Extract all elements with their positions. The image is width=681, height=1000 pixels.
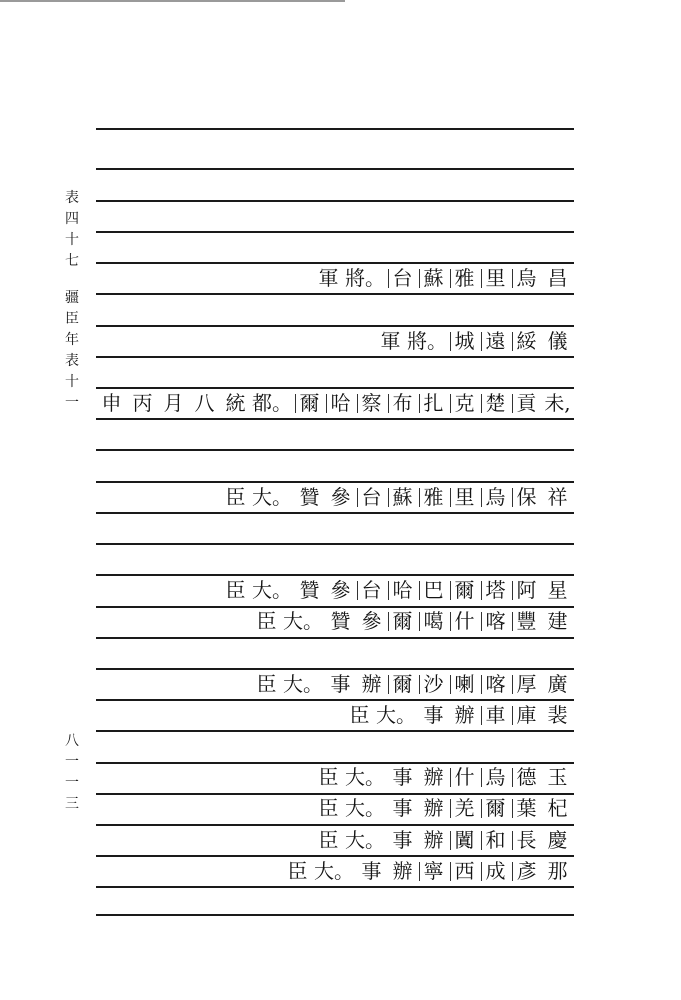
table-cell-char: 辦 [361, 672, 382, 696]
table-cell-char: 辦 [423, 765, 444, 789]
table-cell-char: 察 [356, 390, 387, 416]
table-rule [96, 886, 574, 888]
table-cell-char: 廣 [547, 672, 568, 696]
table-cell-char: 爾 [449, 577, 480, 603]
table-cell-char: 臣 [256, 609, 277, 633]
table-cell-char: 大。 [252, 578, 292, 602]
table-cell-char: 臣 [349, 703, 370, 727]
table-cell-char: 車 [480, 702, 511, 728]
table-rule [96, 231, 574, 233]
table-cell-char: 羌 [449, 795, 480, 821]
table-cell-char: 葉 [511, 795, 542, 821]
table-cell-char: 辦 [423, 796, 444, 820]
table-cell-char: 大。 [345, 765, 385, 789]
table-cell-char: 城 [449, 328, 480, 354]
table-cell-char: 楚 [480, 390, 511, 416]
table-cell-char: 建 [547, 609, 568, 633]
table-cell-char: 未, [544, 391, 571, 415]
table-cell-char: 辦 [392, 859, 413, 883]
side-header-chapter: 表 四 十 七 [65, 190, 79, 269]
table-cell-char: 軍 [380, 329, 401, 353]
table-cell-char: 臣 [225, 485, 246, 509]
table-cell-char: 臣 [318, 796, 339, 820]
table-cell-char: 綏 [511, 328, 542, 354]
table-cell-char: 噶 [418, 608, 449, 634]
table-cell-char: 台 [356, 577, 387, 603]
table-cell-char: 裴 [547, 703, 568, 727]
table-cell-char: 闐 [449, 827, 480, 853]
table-rule [96, 356, 574, 358]
table-cell-char: 長 [511, 827, 542, 853]
table-cell-char: 月 [163, 391, 184, 415]
table-cell-char: 里 [480, 265, 511, 291]
table-cell-char: 厚 [511, 671, 542, 697]
entry-row-uliastai-general [313, 263, 573, 293]
table-cell-char: 巴 [418, 577, 449, 603]
table-cell-char: 軍 [318, 266, 339, 290]
table-cell-char: 都。 [252, 391, 292, 415]
table-cell-char: 統 [225, 391, 246, 415]
table-cell-char: 慶 [547, 828, 568, 852]
table-cell-char: 爾 [294, 390, 325, 416]
table-rule [96, 637, 574, 639]
table-cell-char: 喇 [449, 671, 480, 697]
table-cell-char: 布 [387, 390, 418, 416]
entry-row-yarkand-minister [313, 793, 573, 823]
table-cell-char: 貢 [511, 390, 542, 416]
table-cell-char: 大。 [345, 796, 385, 820]
table-cell-char: 成 [480, 858, 511, 884]
table-cell-char: 哈 [387, 577, 418, 603]
page-number: 八 一 一 三 [65, 733, 79, 812]
table-rule [96, 200, 574, 202]
table-cell-char: 星 [547, 578, 568, 602]
table-cell-char: 克 [449, 390, 480, 416]
entry-row-uliastai-councillor [220, 482, 573, 512]
table-cell-char: 事 [392, 796, 413, 820]
table-cell-char: 事 [423, 703, 444, 727]
table-rule [96, 168, 574, 170]
table-cell-char: 什 [449, 764, 480, 790]
entry-row-karashar-minister [251, 669, 573, 699]
table-rule [96, 128, 574, 130]
table-cell-char: 丙 [132, 391, 153, 415]
table-cell-char: 辦 [454, 703, 475, 727]
table-cell-char: 爾 [387, 671, 418, 697]
table-cell-char: 臣 [287, 859, 308, 883]
table-cell-char: 臣 [225, 578, 246, 602]
table-cell-char: 臣 [318, 828, 339, 852]
table-cell-char: 參 [330, 578, 351, 602]
table-cell-char: 大。 [252, 485, 292, 509]
table-cell-char: 祥 [547, 485, 568, 509]
table-cell-char: 塔 [480, 577, 511, 603]
table-rule [96, 512, 574, 514]
table-rule [96, 293, 574, 295]
table-cell-char: 蘇 [418, 265, 449, 291]
table-cell-char: 哈 [325, 390, 356, 416]
table-cell-char: 臣 [256, 672, 277, 696]
table-cell-char: 烏 [480, 484, 511, 510]
table-cell-char: 彥 [511, 858, 542, 884]
table-cell-char: 豐 [511, 608, 542, 634]
table-cell-char: 扎 [418, 390, 449, 416]
table-cell-char: 大。 [345, 828, 385, 852]
table-cell-char: 大。 [314, 859, 354, 883]
table-cell-char: 里 [449, 484, 480, 510]
table-cell-char: 贊 [330, 609, 351, 633]
table-cell-char: 保 [511, 484, 542, 510]
table-cell-char: 喀 [480, 608, 511, 634]
table-cell-char: 德 [511, 764, 542, 790]
table-cell-char: 烏 [480, 764, 511, 790]
table-rule [96, 543, 574, 545]
entry-row-khotan-minister [313, 825, 573, 855]
table-cell-char: 將。 [345, 266, 385, 290]
table-cell-char: 雅 [449, 265, 480, 291]
table-cell-char: 西 [449, 858, 480, 884]
table-cell-char: 杞 [547, 796, 568, 820]
table-cell-char: 參 [361, 609, 382, 633]
entry-row-kashgar-councillor [251, 606, 573, 636]
entry-row-tarbagatai-councillor [220, 575, 573, 605]
table-cell-char: 台 [356, 484, 387, 510]
table-cell-char: 阿 [511, 577, 542, 603]
table-cell-char: 大。 [283, 672, 323, 696]
table-cell-char: 贊 [299, 578, 320, 602]
table-cell-char: 參 [330, 485, 351, 509]
table-cell-char: 台 [387, 265, 418, 291]
table-cell-char: 玉 [547, 765, 568, 789]
entry-row-suiyuan-general [375, 326, 573, 356]
entry-row-chahar-dutong [96, 388, 573, 418]
table-cell-char: 申 [101, 391, 122, 415]
table-cell-char: 爾 [480, 795, 511, 821]
table-cell-char: 喀 [480, 671, 511, 697]
table-cell-char: 蘇 [387, 484, 418, 510]
table-cell-char: 沙 [418, 671, 449, 697]
table-rule [96, 449, 574, 451]
table-cell-char: 那 [547, 859, 568, 883]
table-cell-char: 庫 [511, 702, 542, 728]
table-cell-char: 八 [194, 391, 215, 415]
table-cell-char: 爾 [387, 608, 418, 634]
entry-row-ushi-minister [313, 762, 573, 792]
table-cell-char: 烏 [511, 265, 542, 291]
table-rule [96, 418, 574, 420]
table-cell-char: 事 [392, 765, 413, 789]
table-cell-char: 昌 [547, 266, 568, 290]
table-cell-char: 事 [392, 828, 413, 852]
table-cell-char: 儀 [547, 329, 568, 353]
entry-row-xining-minister [282, 856, 573, 886]
table-cell-char: 臣 [318, 765, 339, 789]
top-edge-line [0, 0, 345, 2]
entry-row-kuche-minister [344, 700, 573, 730]
table-cell-char: 辦 [423, 828, 444, 852]
table-cell-char: 大。 [283, 609, 323, 633]
side-header-title: 疆 臣 年 表 十 一 [65, 290, 79, 411]
table-cell-char: 大。 [376, 703, 416, 727]
table-cell-char: 事 [330, 672, 351, 696]
table-cell-char: 事 [361, 859, 382, 883]
table-rule [96, 730, 574, 732]
table-cell-char: 什 [449, 608, 480, 634]
table-cell-char: 寧 [418, 858, 449, 884]
table-cell-char: 雅 [418, 484, 449, 510]
table-rule [96, 914, 574, 916]
table-cell-char: 遠 [480, 328, 511, 354]
table-cell-char: 贊 [299, 485, 320, 509]
table-cell-char: 將。 [407, 329, 447, 353]
table-cell-char: 和 [480, 827, 511, 853]
